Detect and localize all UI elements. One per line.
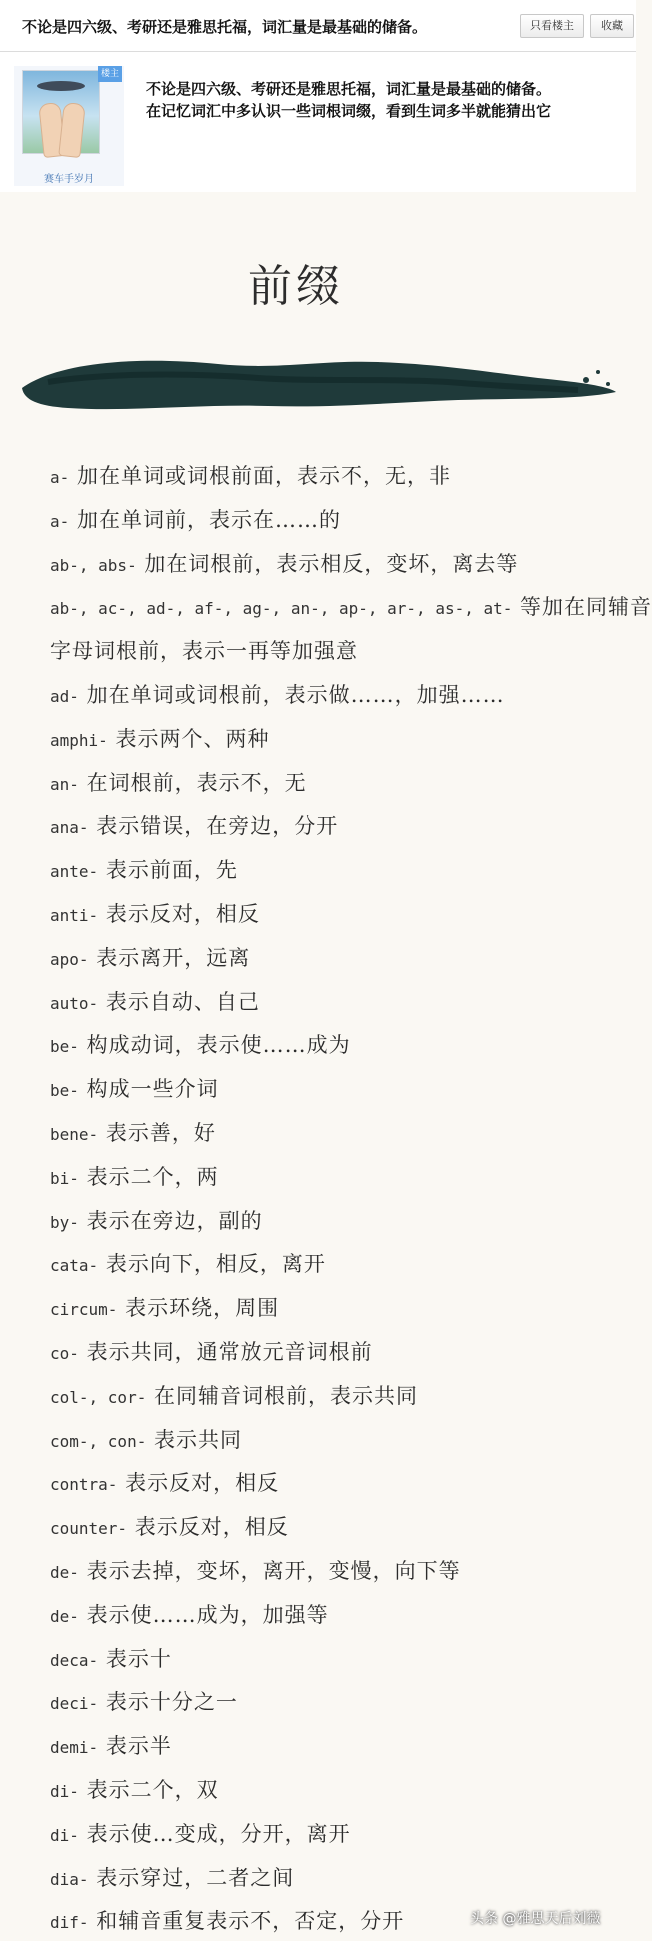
prefix-label: co- [50, 1344, 79, 1363]
author-card [14, 66, 124, 186]
prefix-meaning: 字母词根前，表示一再等加强意 [50, 639, 358, 664]
prefix-label: com-, con- [50, 1431, 147, 1451]
prefix-label: deci- [50, 1694, 99, 1714]
prefix-entry [50, 723, 269, 759]
prefix-label: de- [50, 1563, 79, 1582]
prefix-meaning: 在同辅音词根前，表示共同 [146, 1383, 419, 1408]
prefix-entry [50, 1862, 294, 1898]
prefix-label: deca- [50, 1650, 99, 1670]
prefix-meaning: 加在单词或词根前，表示做……，加强…… [78, 683, 505, 707]
avatar[interactable] [22, 70, 100, 154]
prefix-label: cata- [50, 1256, 99, 1276]
prefix-meaning: 构成一些介词 [78, 1077, 219, 1102]
prefix-label: auto- [50, 993, 99, 1013]
prefix-meaning: 表示使…变成，分开，离开 [78, 1821, 351, 1846]
prefix-entry [50, 1774, 219, 1810]
prefix-meaning: 表示反对，相反 [117, 1471, 280, 1496]
prefix-label: ab-, abs- [50, 555, 137, 575]
prefix-meaning: 表示十 [98, 1646, 172, 1671]
favorite-button[interactable]: 收藏 [590, 14, 634, 38]
prefix-label: an- [50, 774, 79, 794]
prefix-meaning: 表示自动、自己 [98, 989, 260, 1014]
prefix-entry [50, 1643, 172, 1679]
prefix-entry [50, 1336, 373, 1372]
prefix-label: ante- [50, 862, 99, 882]
content-image [0, 192, 652, 1934]
prefix-meaning: 表示半 [98, 1734, 172, 1759]
prefix-meaning: 表示共同 [146, 1427, 243, 1452]
prefix-meaning: 表示错误，在旁边，分开 [88, 814, 339, 839]
prefix-label: contra- [50, 1475, 118, 1495]
prefix-meaning: 表示反对，相反 [98, 902, 260, 926]
prefix-meaning: 在词根前，表示不，无 [78, 770, 307, 795]
prefix-entry [50, 942, 250, 978]
prefix-entry [50, 854, 238, 890]
prefix-entry [50, 1467, 279, 1503]
prefix-meaning: 表示环绕，周围 [117, 1296, 280, 1321]
prefix-entry [50, 1599, 329, 1635]
prefix-label: col-, cor- [50, 1387, 147, 1407]
prefix-meaning: 加在单词前，表示在……的 [69, 507, 341, 532]
prefix-label: a- [50, 511, 70, 531]
prefix-meaning: 表示穿过，二者之间 [88, 1865, 295, 1890]
prefix-label: dia- [50, 1869, 89, 1889]
prefix-entry [50, 460, 451, 496]
prefix-entry [50, 591, 652, 627]
post-text [146, 78, 636, 122]
avatar-ufo-shape [37, 81, 85, 91]
prefix-entry [50, 1205, 263, 1241]
prefix-entry [50, 1730, 172, 1766]
prefix-meaning: 等加在同辅音 [512, 595, 652, 620]
prefix-meaning: 表示前面，先 [98, 858, 238, 883]
owner-badge: 楼主 [98, 66, 122, 82]
prefix-label: counter- [50, 1519, 128, 1539]
prefix-entry [50, 1029, 351, 1065]
prefix-label: a- [50, 468, 70, 487]
thread-title: 不论是四六级、考研还是雅思托福，词汇量是最基础的储备。 [22, 18, 428, 36]
prefix-entry [50, 1161, 219, 1197]
avatar-finger-right [58, 102, 86, 158]
prefix-meaning: 表示离开，远离 [88, 945, 251, 970]
prefix-label: by- [50, 1212, 79, 1232]
prefix-entry [50, 898, 260, 934]
prefix-entry [50, 1073, 219, 1109]
prefix-entry [50, 1117, 216, 1153]
prefix-entry [50, 1905, 404, 1941]
prefix-label: de- [50, 1606, 79, 1626]
prefix-entry [50, 1555, 461, 1591]
prefix-meaning: 表示去掉，变坏，离开，变慢，向下等 [78, 1559, 461, 1583]
prefix-meaning: 构成动词，表示使……成为 [78, 1033, 351, 1058]
prefix-meaning: 表示在旁边，副的 [78, 1208, 263, 1233]
prefix-entry [50, 635, 358, 671]
prefix-meaning: 表示十分之一 [98, 1690, 238, 1715]
prefix-label: demi- [50, 1738, 99, 1758]
prefix-meaning: 表示善，好 [98, 1121, 216, 1145]
prefix-meaning: 表示二个，两 [78, 1164, 219, 1189]
prefix-entry [50, 679, 505, 715]
post-header [0, 52, 636, 192]
prefix-label: di- [50, 1782, 79, 1801]
prefix-meaning: 表示共同，通常放元音词根前 [78, 1340, 373, 1364]
prefix-entry [50, 1292, 279, 1328]
sheet-heading: 前缀 [248, 261, 344, 312]
prefix-label: ana- [50, 818, 89, 838]
prefix-label: amphi- [50, 730, 108, 750]
watermark: 头条 @雅思天后刘薇 [470, 1911, 601, 1927]
prefix-label: be- [50, 1037, 79, 1057]
thread-header [0, 0, 636, 52]
prefix-entry [50, 1424, 242, 1460]
prefix-entry [50, 1248, 326, 1284]
prefix-label: bene- [50, 1125, 99, 1144]
prefix-label: di- [50, 1825, 79, 1845]
prefix-entry [50, 1511, 289, 1547]
prefix-meaning: 表示反对，相反 [127, 1515, 289, 1540]
prefix-meaning: 表示两个、两种 [107, 726, 270, 751]
prefix-label: ad- [50, 687, 79, 706]
author-username[interactable]: 赛车手岁月 [44, 174, 94, 185]
prefix-entry [50, 986, 260, 1022]
prefix-entry [50, 1380, 418, 1416]
prefix-label: dif- [50, 1913, 89, 1933]
prefix-entry [50, 1818, 351, 1854]
prefix-meaning: 表示使……成为，加强等 [78, 1602, 329, 1627]
prefix-meaning: 表示向下，相反，离开 [98, 1252, 326, 1277]
brush-stroke-icon [18, 342, 618, 416]
prefix-label: apo- [50, 949, 89, 969]
prefix-meaning: 加在单词或词根前面，表示不，无，非 [69, 464, 451, 488]
prefix-label: circum- [50, 1300, 118, 1320]
prefix-entry [50, 504, 341, 540]
prefix-entry [50, 1686, 238, 1722]
post-text-line-2: 在记忆词汇中多认识一些词根词缀，看到生词多半就能猜出它 [146, 102, 552, 120]
prefix-entry [50, 767, 307, 803]
prefix-label: be- [50, 1081, 79, 1101]
prefix-label: bi- [50, 1168, 79, 1188]
owner-only-button[interactable]: 只看楼主 [520, 14, 584, 38]
prefix-meaning: 加在词根前，表示相反，变坏，离去等 [136, 551, 519, 576]
prefix-entry [50, 810, 338, 846]
prefix-meaning: 和辅音重复表示不，否定，分开 [88, 1909, 405, 1934]
prefix-label: ab-, ac-, ad-, af-, ag-, an-, ap-, ar-, as-, at- [50, 599, 513, 619]
prefix-entry [50, 548, 518, 584]
prefix-label: anti- [50, 906, 99, 925]
post-text-line-1: 不论是四六级、考研还是雅思托福，词汇量是最基础的储备。 [146, 80, 552, 98]
prefix-meaning: 表示二个，双 [78, 1778, 219, 1802]
